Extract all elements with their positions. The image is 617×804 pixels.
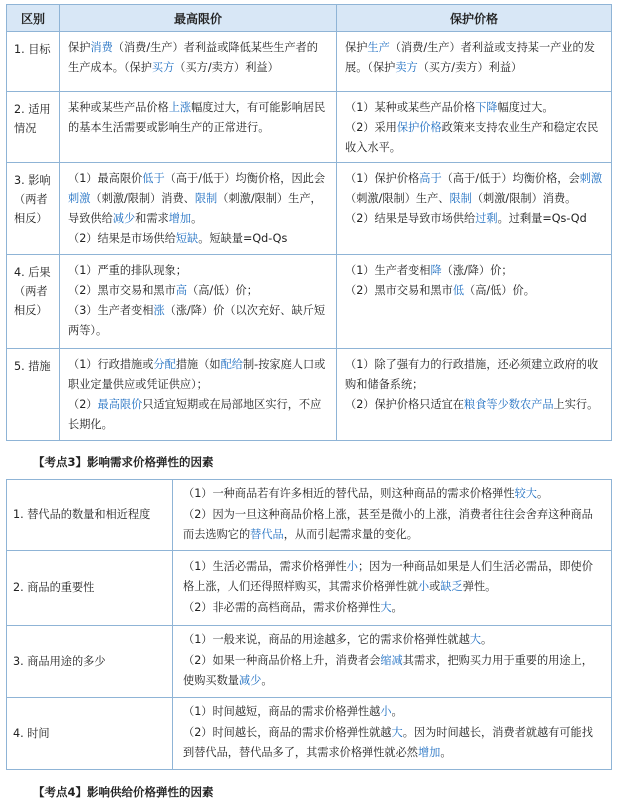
highlight-term: 买方	[151, 61, 175, 74]
text-run: （1）生活必需品，需求价格弹性	[183, 559, 347, 573]
text-run: 。	[391, 600, 403, 614]
highlight-term: 粮食等少数农产品	[464, 398, 554, 411]
text-run: （1）保护价格	[345, 172, 420, 185]
text-run: （买方/卖方）利益）	[174, 61, 279, 74]
text-run: 。	[191, 212, 203, 225]
text-run: 弹性。	[462, 580, 497, 594]
text-run: ，从而引起需求量的变化。	[283, 528, 418, 541]
highlight-term: 高于	[419, 172, 442, 185]
row-label: 2. 适用情况	[7, 92, 60, 163]
text-run: 幅度过大。	[497, 101, 554, 114]
factor-content	[173, 697, 612, 769]
highlight-term: 大	[380, 600, 392, 614]
paragraph	[68, 98, 328, 138]
text-run: （1）一种商品若有许多相近的替代品，则这种商品的需求价格弹性	[183, 487, 515, 500]
paragraph	[68, 38, 328, 78]
highlight-term: 短缺	[175, 232, 199, 245]
paragraph	[345, 209, 603, 229]
text-run: （2）如果一种商品价格上升，消费者会	[183, 653, 381, 667]
highlight-term: 保护价格	[396, 121, 442, 134]
text-run: 幅度过大，有可能影响居民的基本生活需要或影响生产的正常进行。	[68, 101, 326, 134]
protect-price-cell	[337, 92, 612, 163]
paragraph	[183, 484, 601, 505]
text-run: （高/低）价；	[187, 284, 258, 297]
highlight-term: 消费	[90, 41, 113, 54]
max-price-cell	[60, 255, 337, 349]
text-run: （1）最高限价	[68, 172, 143, 185]
text-run: （2）结果是导致市场供给	[345, 212, 476, 225]
highlight-term: 大	[391, 725, 403, 739]
max-price-cell	[60, 32, 337, 92]
text-run: 某种或某些产品价格	[68, 101, 169, 114]
text-run: （1）除了强有力的行政措施，还必须建立政府的收购和储备系统；	[345, 358, 599, 391]
text-run: 。过剩量=Qs-Qd	[497, 212, 587, 225]
paragraph	[183, 557, 601, 598]
highlight-term: 减少	[238, 674, 262, 688]
text-run: （高/低）价。	[464, 284, 535, 297]
paragraph	[68, 229, 328, 249]
text-run: 。	[481, 633, 493, 647]
factor-label: 1. 替代品的数量和相近程度	[7, 480, 173, 551]
protect-price-cell	[337, 255, 612, 349]
paragraph	[345, 395, 603, 415]
max-price-cell	[60, 163, 337, 255]
text-run: 保护	[68, 41, 91, 54]
highlight-term: 涨	[153, 304, 165, 317]
text-run: （涨/降）价；	[441, 264, 513, 277]
factor-content	[173, 550, 612, 625]
paragraph	[345, 261, 603, 281]
text-run: （涨/降）价（以次充好、缺斤短两等）。	[68, 304, 326, 337]
text-run: 其需求，把购买力用于重要的用途上，使购买数量	[183, 653, 593, 688]
text-run: （高于/低于）均衡价格，因此会	[164, 172, 326, 185]
row-label: 4. 后果（两者相反）	[7, 255, 60, 349]
paragraph	[183, 598, 601, 619]
header-protect-price: 保护价格	[337, 5, 612, 32]
highlight-term: 刺激	[68, 192, 91, 205]
text-run: 只适宜短期或在局部地区实行，不应长期化。	[68, 398, 322, 431]
highlight-term: 减少	[112, 212, 136, 225]
paragraph	[345, 38, 603, 78]
text-run: （2）黑市交易和黑市	[345, 284, 453, 297]
text-run: （2）保护价格只适宜在	[345, 398, 464, 411]
table-row	[7, 697, 612, 769]
section-heading-4: 【考点4】影响供给价格弹性的因素	[33, 785, 214, 799]
max-price-cell	[60, 92, 337, 163]
paragraph	[345, 355, 603, 395]
text-run: （1）某种或某些产品价格	[345, 101, 476, 114]
text-run: （2）黑市交易和黑市	[68, 284, 176, 297]
row-label: 5. 措施	[7, 349, 60, 441]
paragraph	[68, 281, 328, 301]
paragraph	[68, 301, 328, 341]
table-row	[7, 255, 612, 349]
highlight-term: 降	[430, 264, 442, 277]
highlight-term: 下降	[475, 101, 498, 114]
text-run: （刺激/限制）生产、	[345, 192, 450, 205]
factor-label: 3. 商品用途的多少	[7, 625, 173, 697]
table-row	[7, 92, 612, 163]
text-run: （1）行政措施或	[68, 358, 154, 371]
text-run: 。因为时间越长，消费者就越有可能找到替代品，替代品多了，其需求价格弹性就必然	[183, 725, 593, 760]
demand-elasticity-table	[6, 479, 612, 770]
table-row	[7, 550, 612, 625]
text-run: （2）时间越长，商品的需求价格弹性就越	[183, 725, 392, 739]
highlight-term: 缺乏	[440, 580, 463, 594]
paragraph	[68, 169, 328, 229]
paragraph	[183, 505, 601, 546]
highlight-term: 大	[469, 633, 482, 647]
factor-content	[173, 625, 612, 697]
text-run: 。短缺量=Qd-Qs	[198, 232, 288, 245]
text-run: （消费/生产）者利益或降低某些生产者的生产成本。（保护	[68, 41, 318, 74]
text-run: （刺激/限制）生产，导致供给	[68, 192, 322, 225]
highlight-term: 生产	[367, 41, 390, 54]
paragraph	[183, 651, 601, 692]
text-run: （2）采用	[345, 121, 397, 134]
text-run: 上实行。	[553, 398, 599, 411]
protect-price-cell	[337, 163, 612, 255]
text-run: （刺激/限制）消费。	[471, 192, 577, 205]
paragraph	[68, 395, 328, 435]
text-run: （刺激/限制）消费、	[90, 192, 195, 205]
paragraph	[345, 118, 603, 158]
table-row	[7, 349, 612, 441]
text-run: （2）因为一旦这种商品价格上涨，甚至是微小的上涨，消费者往往会舍弃这种商品而去选购它的	[183, 507, 593, 541]
highlight-term: 配给	[220, 358, 243, 371]
text-run: （买方/卖方）利益）	[417, 61, 523, 74]
text-run: （消费/生产）者利益或支持某一产业的发展。（保护	[345, 41, 595, 74]
highlight-term: 卖方	[395, 61, 418, 74]
text-run: （3）生产者变相	[68, 304, 154, 317]
highlight-term: 过剩	[475, 212, 498, 225]
highlight-term: 最高限价	[97, 398, 143, 411]
text-run: （2）非必需的高档商品，需求价格弹性	[183, 600, 381, 614]
paragraph	[345, 169, 603, 209]
section-heading-3: 【考点3】影响需求价格弹性的因素	[33, 455, 214, 469]
text-run: 。	[440, 746, 452, 760]
row-label: 3. 影响（两者相反）	[7, 163, 60, 255]
highlight-term: 较大	[514, 487, 537, 500]
text-run: 和需求	[135, 212, 169, 225]
table-row	[7, 163, 612, 255]
highlight-term: 小	[346, 559, 358, 573]
highlight-term: 低	[452, 284, 465, 297]
row-label: 1. 目标	[7, 32, 60, 92]
table-row	[7, 480, 612, 551]
text-run: 。	[261, 674, 273, 688]
highlight-term: 分配	[153, 358, 176, 371]
table-row	[7, 32, 612, 92]
text-run: 政策来支持农业生产和稳定农民收入水平。	[345, 121, 599, 154]
table-header-row	[7, 5, 612, 32]
text-run: 。	[391, 705, 403, 719]
highlight-term: 限制	[449, 192, 472, 205]
highlight-term: 高	[175, 284, 188, 297]
paragraph	[183, 630, 601, 651]
paragraph	[345, 98, 603, 118]
text-run: 。	[536, 487, 549, 500]
highlight-term: 小	[417, 580, 430, 594]
highlight-term: 低于	[142, 172, 165, 185]
factor-label: 2. 商品的重要性	[7, 550, 173, 625]
text-run: 保护	[345, 41, 368, 54]
text-run: （1）严重的排队现象；	[68, 264, 187, 277]
price-control-table	[6, 4, 612, 441]
protect-price-cell	[337, 32, 612, 92]
factor-label: 4. 时间	[7, 697, 173, 769]
paragraph	[183, 723, 601, 764]
highlight-term: 刺激	[579, 172, 603, 185]
highlight-term: 缩减	[380, 653, 403, 667]
text-run: 措施（如	[175, 358, 221, 371]
text-run: （2）结果是市场供给	[68, 232, 176, 245]
text-run: 或	[429, 580, 441, 594]
paragraph	[183, 702, 601, 723]
table-row	[7, 625, 612, 697]
paragraph	[68, 261, 328, 281]
highlight-term: 小	[380, 705, 392, 719]
paragraph	[345, 281, 603, 301]
text-run: （1）生产者变相	[345, 264, 431, 277]
max-price-cell	[60, 349, 337, 441]
text-run: （1）一般来说，商品的用途越多，它的需求价格弹性就越	[183, 633, 470, 647]
header-max-price: 最高限价	[60, 5, 337, 32]
highlight-term: 上涨	[168, 101, 192, 114]
paragraph	[68, 355, 328, 395]
highlight-term: 限制	[194, 192, 218, 205]
factor-content	[173, 480, 612, 551]
highlight-term: 增加	[168, 212, 192, 225]
text-run: 制-按家庭人口或职业定量供应或凭证供应）；	[68, 358, 326, 391]
highlight-term: 增加	[417, 746, 441, 760]
text-run: （1）时间越短，商品的需求价格弹性越	[183, 705, 381, 719]
text-run: （2）	[68, 398, 98, 411]
text-run: ；因为一种商品如果是人们生活必需品，即使价格上涨，人们还得照样购买，其需求价格弹性就	[183, 559, 593, 594]
protect-price-cell	[337, 349, 612, 441]
header-difference: 区别	[7, 5, 60, 32]
text-run: （高于/低于）均衡价格，会	[441, 172, 580, 185]
highlight-term: 替代品	[250, 528, 284, 541]
